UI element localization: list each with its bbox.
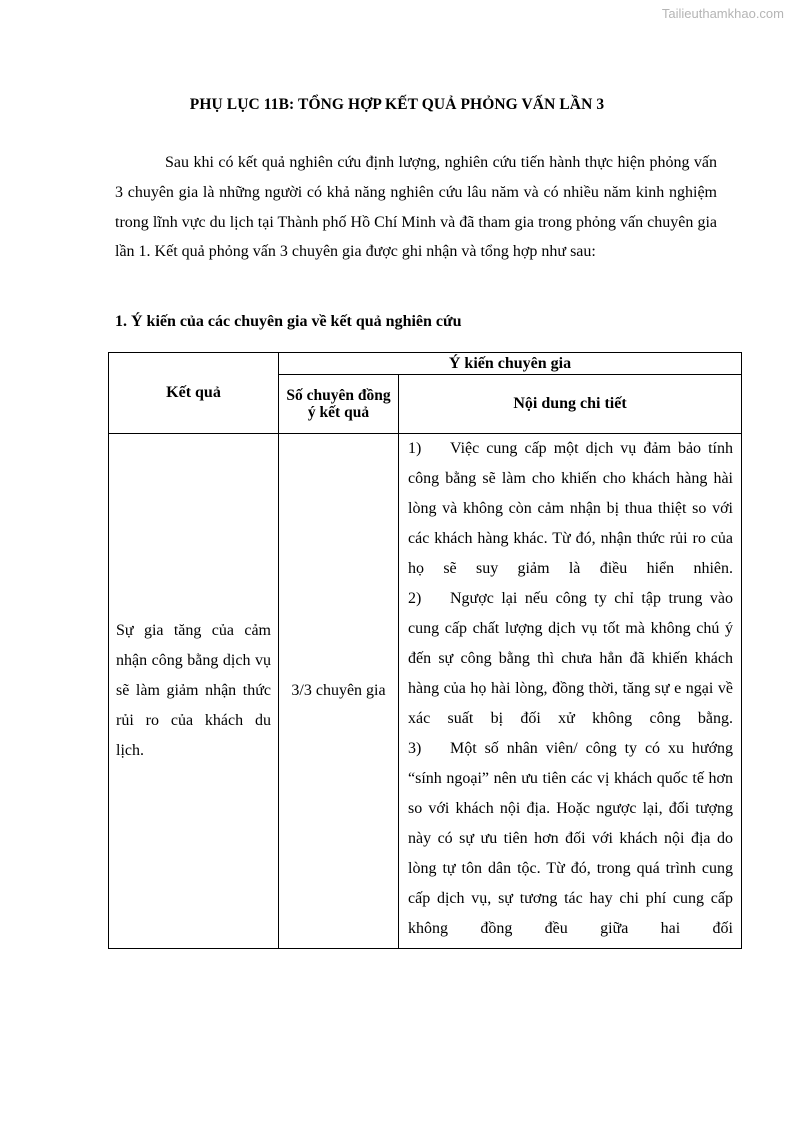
item-text: Ngược lại nếu công ty chỉ tập trung vào cung cấp chất lượng dịch vụ tốt mà không chú ý đến sự công bằng thì chưa hẳn đã khiến khách hàng của họ hài lòng, đồng thời, tăng sự e ngại về xác suất bị đối xử không công bằng. [408,590,733,727]
item-number: 1) [408,440,422,457]
results-table [108,352,742,949]
item-text: Một số nhân viên/ công ty có xu hướng “sính ngoại” nên ưu tiên các vị khách quốc tế hơn so với khách nội địa. Hoặc ngược lại, đối tượng này có sự ưu tiên hơn đối với khách nội địa do lòng tự tôn dân tộc. Từ đó, trong quá trình cung cấp dịch vụ, sự tương tác hay chi phí cung cấp không đồng đều giữa hai đối [408,740,733,937]
watermark: Tailieuthamkhao.com [661,6,784,21]
cell-result: Sự gia tăng của cảm nhận công bằng dịch vụ sẽ làm giảm nhận thức rủi ro của khách du lịch. [109,434,279,949]
page-title: PHỤ LỤC 11B: TỔNG HỢP KẾT QUẢ PHỎNG VẤN LẦN 3 [189,96,605,113]
cell-agree-count: 3/3 chuyên gia [279,434,399,949]
detail-item [408,584,733,734]
intro-paragraph: Sau khi có kết quả nghiên cứu định lượng, nghiên cứu tiến hành thực hiện phỏng vấn 3 chuyên gia là những người có khả năng nghiên cứu lâu năm và có nhiều năm kinh nghiệm trong lĩnh vực du lịch tại Thành phố Hồ Chí Minh và đã tham gia trong phỏng vấn chuyên gia lần 1. Kết quả phỏng vấn 3 chuyên gia được ghi nhận và tổng hợp như sau: [115,154,717,261]
table-row [109,434,742,949]
item-number: 3) [408,740,422,757]
item-text: Việc cung cấp một dịch vụ đảm bảo tính công bằng sẽ làm cho khiến cho khách hàng hài lòng và không còn cảm nhận bị thua thiệt so với các khách hàng khác. Từ đó, nhận thức rủi ro của họ sẽ suy giảm là điều hiển nhiên. [408,440,733,577]
item-number: 2) [408,590,422,607]
detail-item [408,434,733,584]
header-result: Kết quả [109,353,279,434]
cell-detail [399,434,742,949]
header-detail: Nội dung chi tiết [399,375,742,434]
detail-item [408,734,733,944]
header-agree-count: Số chuyên đồng ý kết quả [279,375,399,434]
header-expert-opinion: Ý kiến chuyên gia [279,353,742,375]
section-heading: 1. Ý kiến của các chuyên gia về kết quả nghiên cứu [115,313,462,330]
